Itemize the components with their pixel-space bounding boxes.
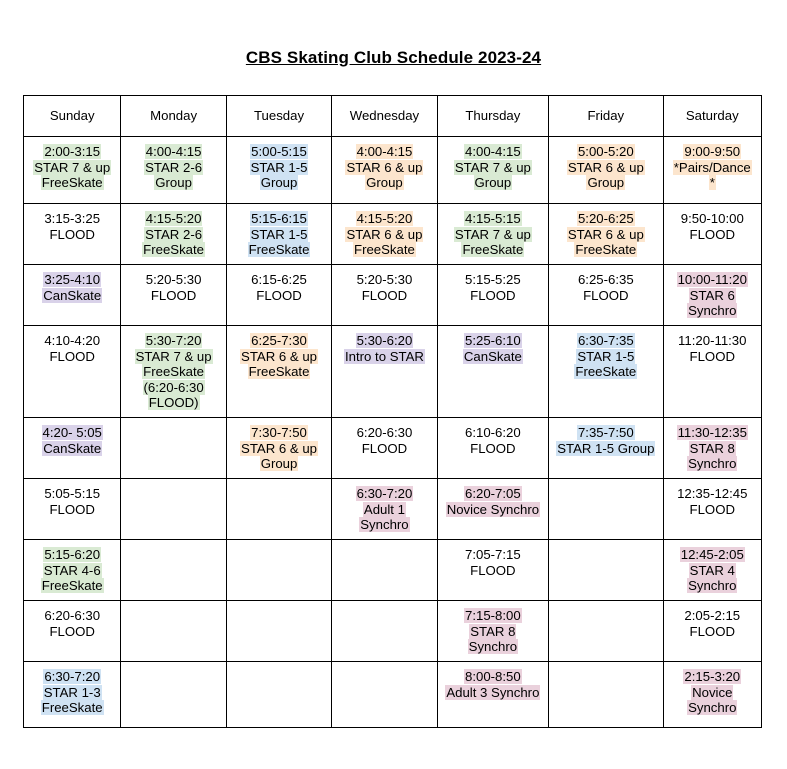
session-label: Synchro bbox=[688, 578, 737, 594]
schedule-cell-wednesday bbox=[332, 479, 437, 540]
session-label: STAR 1-5 bbox=[250, 159, 308, 175]
session-time: 4:15-5:20 bbox=[145, 211, 202, 226]
session-label: FLOOD bbox=[470, 287, 516, 303]
schedule-row bbox=[24, 662, 762, 728]
schedule-cell-friday bbox=[549, 540, 663, 601]
session-label: FLOOD bbox=[49, 501, 95, 517]
schedule-cell-saturday bbox=[663, 479, 761, 540]
schedule-cell-monday bbox=[121, 265, 226, 326]
session-label: CanSkate bbox=[43, 287, 102, 303]
session-time: 5:15-6:15 bbox=[251, 211, 307, 226]
session-time: 9:00-9:50 bbox=[684, 144, 741, 159]
session-label: STAR 7 & up bbox=[454, 226, 531, 242]
session-time: 3:25-4:10 bbox=[44, 272, 101, 287]
session-time: 2:05-2:15 bbox=[684, 608, 741, 623]
schedule-cell-thursday bbox=[437, 479, 548, 540]
header-row bbox=[24, 96, 762, 137]
day-header-friday: Friday bbox=[549, 96, 663, 137]
schedule-cell-wednesday bbox=[332, 204, 437, 265]
session-label: Novice Synchro bbox=[446, 501, 540, 517]
session-time: 6:30-7:35 bbox=[577, 333, 634, 348]
session-label: FreeSkate bbox=[462, 242, 524, 258]
schedule-cell-tuesday bbox=[226, 540, 331, 601]
day-header-saturday: Saturday bbox=[663, 96, 761, 137]
schedule-cell-friday bbox=[549, 326, 663, 418]
schedule-cell-wednesday bbox=[332, 662, 437, 728]
session-label: * bbox=[709, 175, 715, 191]
day-header-wednesday: Wednesday bbox=[332, 96, 437, 137]
session-time: 6:20-6:30 bbox=[356, 425, 413, 440]
schedule-row bbox=[24, 204, 762, 265]
session-time: 2:00-3:15 bbox=[44, 144, 101, 159]
session-time: 7:15-8:00 bbox=[465, 608, 521, 623]
session-label: Group bbox=[366, 175, 403, 191]
schedule-cell-tuesday bbox=[226, 479, 331, 540]
schedule-cell-tuesday bbox=[226, 662, 331, 728]
session-label: FreeSkate bbox=[143, 364, 205, 380]
session-label: FreeSkate bbox=[248, 364, 310, 380]
schedule-cell-wednesday bbox=[332, 540, 437, 601]
session-label: FLOOD bbox=[49, 623, 95, 639]
session-time: 11:30-12:35 bbox=[677, 425, 747, 440]
session-label: FreeSkate bbox=[354, 242, 415, 258]
session-label: STAR 1-5 Group bbox=[557, 440, 655, 456]
session-label: Synchro bbox=[688, 456, 737, 472]
session-label: Group bbox=[155, 175, 192, 191]
schedule-cell-saturday bbox=[663, 204, 761, 265]
schedule-cell-sunday bbox=[24, 662, 121, 728]
session-label: Adult 3 Synchro bbox=[446, 684, 540, 700]
session-label: FreeSkate bbox=[41, 578, 103, 594]
schedule-table bbox=[23, 95, 762, 728]
session-label: FreeSkate bbox=[143, 242, 205, 258]
schedule-cell-thursday bbox=[437, 540, 548, 601]
session-label: FreeSkate bbox=[575, 364, 637, 380]
schedule-cell-sunday bbox=[24, 601, 121, 662]
schedule-cell-saturday bbox=[663, 418, 761, 479]
session-time: 4:20- 5:05 bbox=[42, 425, 102, 440]
schedule-cell-tuesday bbox=[226, 137, 331, 204]
schedule-cell-tuesday bbox=[226, 418, 331, 479]
session-time: 5:15-5:25 bbox=[465, 272, 521, 287]
schedule-cell-wednesday bbox=[332, 265, 437, 326]
session-label: STAR 6 & up bbox=[346, 159, 423, 175]
schedule-cell-saturday bbox=[663, 662, 761, 728]
schedule-cell-thursday bbox=[437, 326, 548, 418]
schedule-cell-thursday bbox=[437, 265, 548, 326]
session-label: STAR 6 & up bbox=[346, 226, 423, 242]
schedule-cell-sunday bbox=[24, 137, 121, 204]
session-time: 6:30-7:20 bbox=[356, 486, 413, 501]
session-label: STAR 7 & up bbox=[34, 159, 111, 175]
session-label: FLOOD bbox=[470, 562, 516, 578]
schedule-cell-monday bbox=[121, 137, 226, 204]
schedule-cell-wednesday bbox=[332, 326, 437, 418]
session-time: 4:00-4:15 bbox=[465, 144, 521, 159]
schedule-row bbox=[24, 265, 762, 326]
schedule-cell-thursday bbox=[437, 418, 548, 479]
session-time: 5:20-5:30 bbox=[145, 272, 202, 287]
schedule-cell-tuesday bbox=[226, 204, 331, 265]
session-time: 3:15-3:25 bbox=[44, 211, 101, 226]
session-label: Adult 1 bbox=[363, 501, 405, 517]
schedule-cell-saturday bbox=[663, 137, 761, 204]
session-time: 6:20-7:05 bbox=[465, 486, 521, 501]
session-time: 6:20-6:30 bbox=[44, 608, 101, 623]
session-label: STAR 6 & up bbox=[567, 159, 644, 175]
schedule-cell-monday bbox=[121, 418, 226, 479]
session-time: 9:50-10:00 bbox=[680, 211, 744, 226]
session-label: *Pairs/Dance bbox=[673, 159, 751, 175]
schedule-body bbox=[24, 137, 762, 728]
schedule-cell-thursday bbox=[437, 601, 548, 662]
session-label: CanSkate bbox=[43, 440, 102, 456]
session-label: FreeSkate bbox=[41, 700, 103, 716]
session-time: 5:15-6:20 bbox=[44, 547, 101, 562]
session-label: FLOOD bbox=[256, 287, 302, 303]
session-time: 6:10-6:20 bbox=[465, 425, 521, 440]
schedule-cell-monday bbox=[121, 479, 226, 540]
session-time: 4:10-4:20 bbox=[44, 333, 101, 348]
session-label: STAR 6 & up bbox=[567, 226, 644, 242]
schedule-cell-monday bbox=[121, 601, 226, 662]
schedule-cell-monday bbox=[121, 540, 226, 601]
schedule-cell-sunday bbox=[24, 479, 121, 540]
session-time: 5:20-6:25 bbox=[577, 211, 634, 226]
session-label: STAR 4 bbox=[689, 562, 735, 578]
session-time: 12:45-2:05 bbox=[680, 547, 744, 562]
session-time: 6:30-7:20 bbox=[44, 669, 101, 684]
schedule-cell-tuesday bbox=[226, 601, 331, 662]
session-time: 5:00-5:15 bbox=[251, 144, 307, 159]
session-label: Synchro bbox=[688, 303, 737, 319]
day-header-monday: Monday bbox=[121, 96, 226, 137]
session-label: FLOOD bbox=[49, 348, 95, 364]
session-time: 7:35-7:50 bbox=[577, 425, 634, 440]
session-time: 5:30-6:20 bbox=[356, 333, 413, 348]
session-label: FLOOD bbox=[689, 348, 735, 364]
session-time: 8:00-8:50 bbox=[465, 669, 521, 684]
session-label: Group bbox=[587, 175, 625, 191]
schedule-cell-wednesday bbox=[332, 418, 437, 479]
session-time: 4:15-5:15 bbox=[465, 211, 521, 226]
session-label: FLOOD bbox=[470, 440, 516, 456]
session-label: FreeSkate bbox=[575, 242, 637, 258]
session-time: 6:25-6:35 bbox=[577, 272, 634, 287]
session-time: 4:00-4:15 bbox=[145, 144, 202, 159]
session-time: 12:35-12:45 bbox=[677, 486, 748, 501]
session-label: STAR 6 bbox=[689, 287, 735, 303]
page-title: CBS Skating Club Schedule 2023-24 bbox=[245, 48, 542, 67]
schedule-cell-tuesday bbox=[226, 265, 331, 326]
schedule-cell-monday bbox=[121, 326, 226, 418]
session-label: FLOOD bbox=[150, 287, 197, 303]
session-label: FLOOD) bbox=[148, 395, 199, 411]
schedule-cell-saturday bbox=[663, 265, 761, 326]
schedule-cell-wednesday bbox=[332, 137, 437, 204]
session-time: 10:00-11:20 bbox=[677, 272, 747, 287]
session-time: 4:15-5:20 bbox=[356, 211, 413, 226]
schedule-cell-tuesday bbox=[226, 326, 331, 418]
session-time: 4:00-4:15 bbox=[356, 144, 413, 159]
session-label: Group bbox=[260, 175, 298, 191]
schedule-row bbox=[24, 601, 762, 662]
schedule-cell-friday bbox=[549, 204, 663, 265]
schedule-row bbox=[24, 418, 762, 479]
session-label: (6:20-6:30 bbox=[143, 379, 204, 395]
schedule-cell-thursday bbox=[437, 137, 548, 204]
session-time: 5:20-5:30 bbox=[356, 272, 413, 287]
schedule-cell-wednesday bbox=[332, 601, 437, 662]
session-label: Intro to STAR bbox=[344, 348, 424, 364]
session-label: Group bbox=[260, 456, 298, 472]
session-label: STAR 2-6 bbox=[145, 226, 203, 242]
session-label: Synchro bbox=[360, 517, 409, 533]
session-label: STAR 7 & up bbox=[135, 348, 212, 364]
session-time: 5:25-6:10 bbox=[465, 333, 521, 348]
session-label: FLOOD bbox=[689, 623, 735, 639]
session-label: FLOOD bbox=[583, 287, 629, 303]
day-header-thursday: Thursday bbox=[437, 96, 548, 137]
session-label: STAR 8 bbox=[470, 623, 516, 639]
schedule-cell-saturday bbox=[663, 326, 761, 418]
session-label: Synchro bbox=[688, 700, 737, 716]
day-header-sunday: Sunday bbox=[24, 96, 121, 137]
session-time: 11:20-11:30 bbox=[678, 333, 747, 348]
session-label: STAR 8 bbox=[689, 440, 735, 456]
schedule-cell-friday bbox=[549, 418, 663, 479]
session-label: STAR 6 & up bbox=[241, 440, 318, 456]
session-time: 6:15-6:25 bbox=[251, 272, 307, 287]
schedule-cell-sunday bbox=[24, 540, 121, 601]
session-label: FLOOD bbox=[689, 226, 735, 242]
schedule-cell-friday bbox=[549, 137, 663, 204]
schedule-cell-sunday bbox=[24, 418, 121, 479]
session-label: FreeSkate bbox=[41, 175, 103, 191]
session-label: STAR 6 & up bbox=[241, 348, 318, 364]
session-label: Group bbox=[474, 175, 512, 191]
session-label: FLOOD bbox=[361, 287, 408, 303]
schedule-cell-friday bbox=[549, 479, 663, 540]
session-label: STAR 1-3 bbox=[43, 684, 101, 700]
schedule-cell-thursday bbox=[437, 662, 548, 728]
session-label: FLOOD bbox=[689, 501, 735, 517]
schedule-cell-thursday bbox=[437, 204, 548, 265]
session-time: 7:05-7:15 bbox=[465, 547, 521, 562]
session-label: Novice bbox=[692, 684, 733, 700]
session-label: STAR 1-5 bbox=[250, 226, 308, 242]
session-label: FLOOD bbox=[361, 440, 408, 456]
session-time: 5:00-5:20 bbox=[577, 144, 634, 159]
session-label: FreeSkate bbox=[248, 242, 310, 258]
session-label: Synchro bbox=[468, 639, 518, 655]
schedule-cell-friday bbox=[549, 662, 663, 728]
session-time: 6:25-7:30 bbox=[251, 333, 307, 348]
session-label: FLOOD bbox=[49, 226, 95, 242]
schedule-cell-saturday bbox=[663, 540, 761, 601]
schedule-cell-friday bbox=[549, 265, 663, 326]
schedule-cell-saturday bbox=[663, 601, 761, 662]
schedule-cell-monday bbox=[121, 204, 226, 265]
session-label: STAR 4-6 bbox=[43, 562, 101, 578]
session-label: STAR 2-6 bbox=[145, 159, 203, 175]
schedule-cell-friday bbox=[549, 601, 663, 662]
schedule-cell-sunday bbox=[24, 265, 121, 326]
session-time: 5:30-7:20 bbox=[145, 333, 202, 348]
schedule-cell-monday bbox=[121, 662, 226, 728]
schedule-row bbox=[24, 540, 762, 601]
schedule-cell-sunday bbox=[24, 204, 121, 265]
schedule-cell-sunday bbox=[24, 326, 121, 418]
schedule-row bbox=[24, 326, 762, 418]
session-time: 2:15-3:20 bbox=[684, 669, 741, 684]
session-label: STAR 7 & up bbox=[454, 159, 531, 175]
day-header-tuesday: Tuesday bbox=[226, 96, 331, 137]
session-time: 5:05-5:15 bbox=[44, 486, 101, 501]
session-time: 7:30-7:50 bbox=[251, 425, 307, 440]
schedule-row bbox=[24, 137, 762, 204]
schedule-row bbox=[24, 479, 762, 540]
session-label: CanSkate bbox=[463, 348, 522, 364]
session-label: STAR 1-5 bbox=[577, 348, 635, 364]
